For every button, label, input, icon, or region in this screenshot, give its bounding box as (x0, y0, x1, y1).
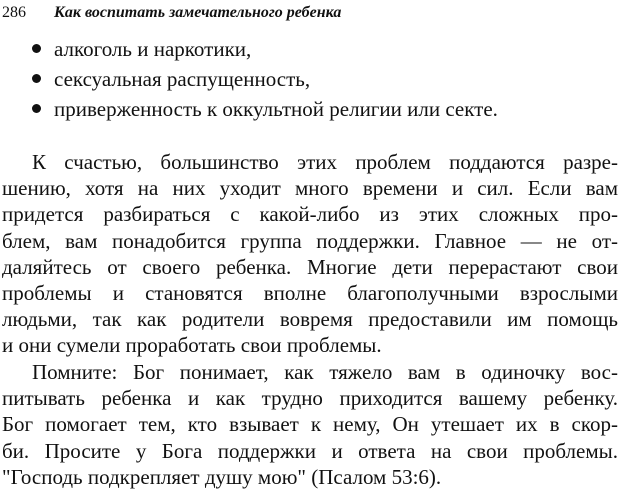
text-line: Бог помогает тем, кто взывает к нему, Он утешает их в скор- (2, 412, 618, 437)
text-line: придется разбираться с какой-либо из этих сложных про- (2, 202, 618, 227)
text-line: людьми, так как родители вовремя предоставили им помощь (2, 307, 618, 332)
text-line: Помните: Бог понимает, как тяжело вам в одиночку вос- (32, 360, 618, 384)
list-item-text: сексуальная распущенность, (54, 67, 311, 91)
bullet-list (24, 34, 498, 124)
bullet-icon (32, 74, 41, 83)
page-number: 286 (2, 4, 26, 21)
list-item (24, 64, 498, 94)
running-header (2, 1, 618, 25)
paragraph-1 (2, 149, 618, 359)
text-line: блем, вам понадобится группа поддержки. Главное — не от- (2, 228, 618, 253)
text-line: и они сумели проработать свои проблемы. (2, 333, 382, 358)
text-line: питывать ребенка и как трудно приходится вашему ребенку. (2, 386, 618, 411)
bullet-icon (32, 44, 41, 53)
list-item-text: алкоголь и наркотики, (54, 37, 252, 61)
list-item (24, 34, 498, 64)
text-line: "Господь подкрепляет душу мою" (Псалом 53:6). (2, 464, 442, 489)
bullet-icon (32, 104, 41, 113)
text-line: би. Просите у Бога поддержки и ответа на свои проблемы. (2, 438, 618, 463)
paragraph-2 (2, 359, 618, 490)
book-title: Как воспитать замечательного ребенка (54, 4, 342, 21)
list-item (24, 94, 498, 124)
text-line: К счастью, большинство этих проблем поддаются разре- (32, 150, 618, 174)
text-line: даляйтесь от своего ребенка. Многие дети перерастают свои (2, 254, 618, 279)
list-item-text: приверженность к оккультной религии или секте. (54, 97, 498, 121)
text-line: шению, хотя на них уходит много времени и сил. Если вам (2, 176, 618, 201)
text-line: проблемы и становятся вполне благополучными взрослыми (2, 280, 618, 305)
